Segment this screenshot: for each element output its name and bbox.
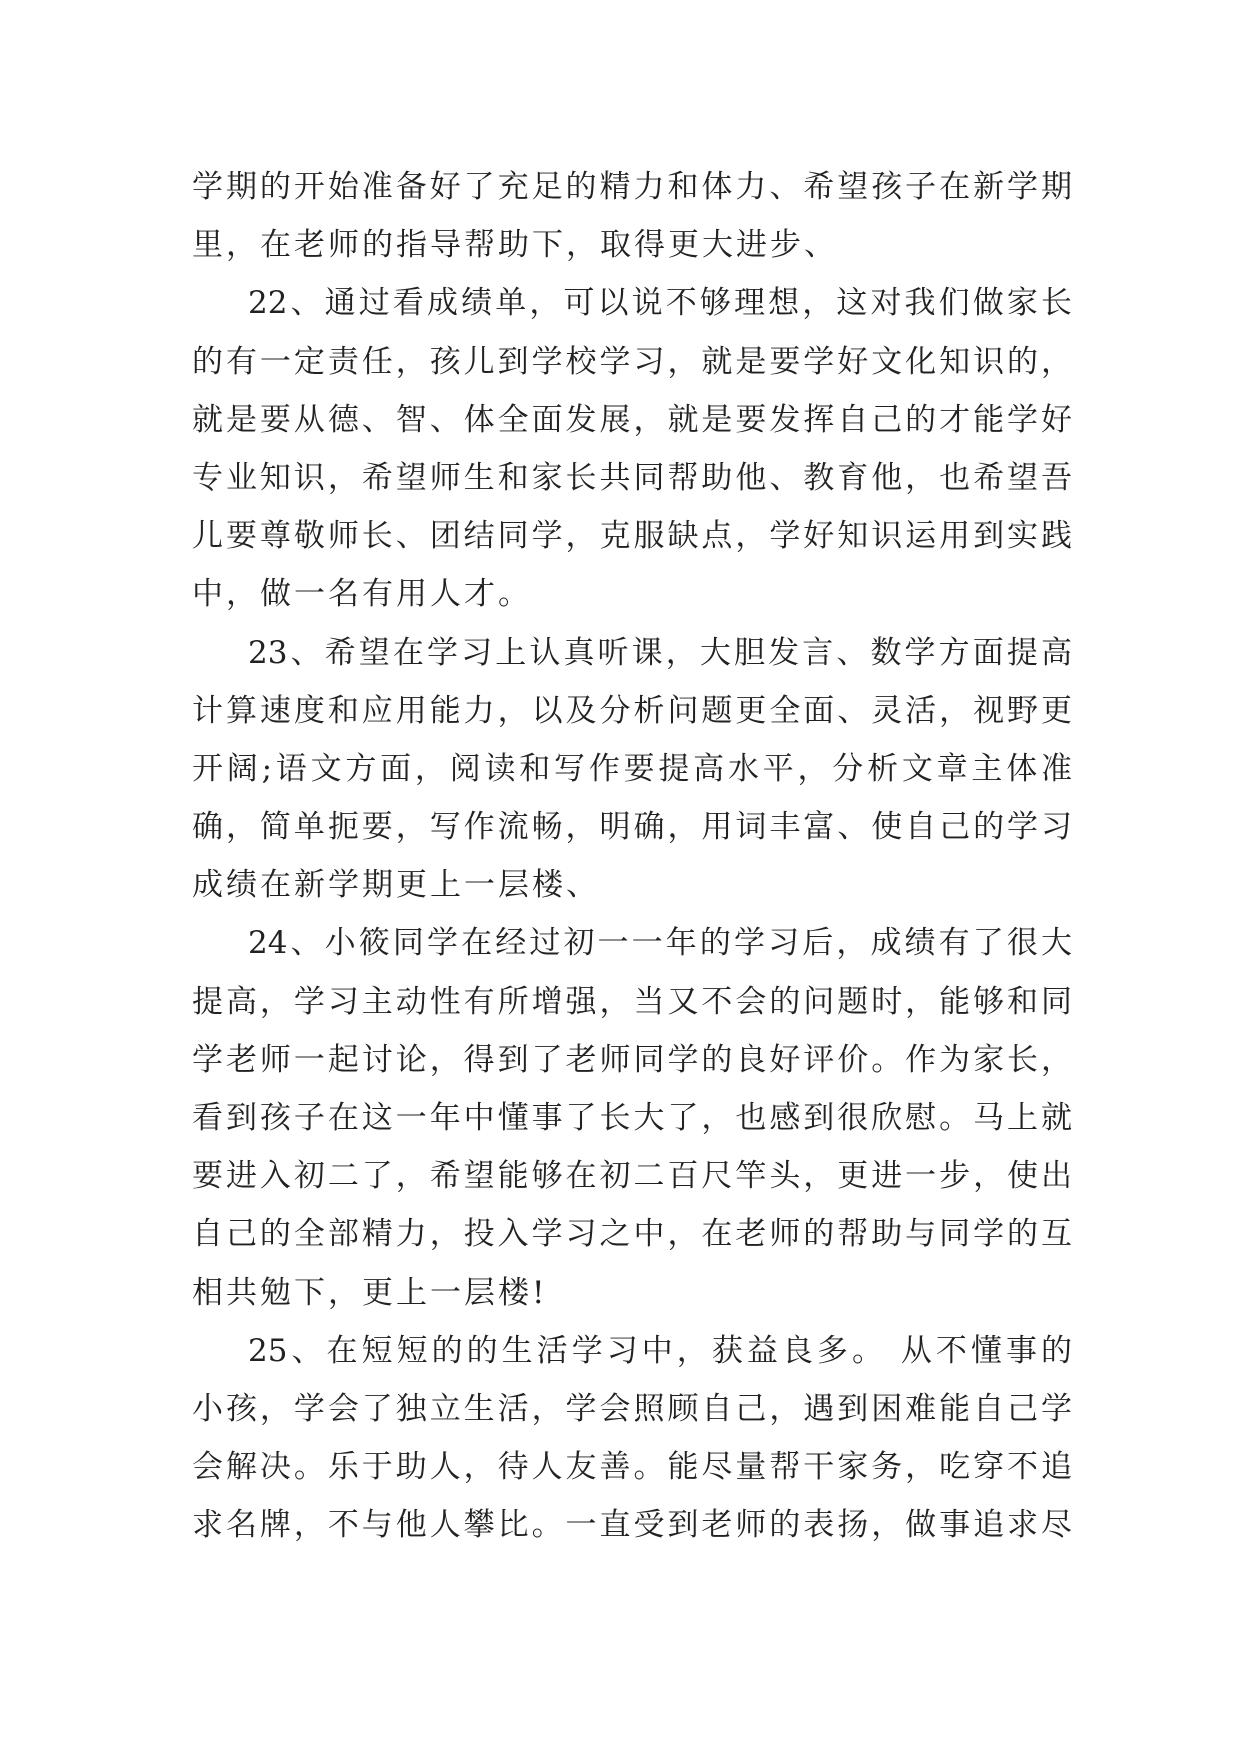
body-text	[192, 158, 1072, 1555]
paragraph-start-23: 23、希望在学习上认真听课，大胆发言、数学方面提高	[248, 634, 1072, 671]
text-line: 就是要从德、智、体全面发展，就是要发挥自己的才能学好	[192, 401, 1072, 438]
text-line: 专业知识，希望师生和家长共同帮助他、教育他，也希望吾	[192, 459, 1072, 496]
text-line: 学老师一起讨论，得到了老师同学的良好评价。作为家长，	[192, 1041, 1072, 1078]
text-line: 开阔;语文方面，阅读和写作要提高水平，分析文章主体准	[192, 750, 1072, 787]
text-line: 要进入初二了，希望能够在初二百尺竿头，更进一步，使出	[192, 1158, 1072, 1195]
text-line: 儿要尊敬师长、团结同学，克服缺点，学好知识运用到实践	[192, 518, 1072, 555]
text-line: 自己的全部精力，投入学习之中，在老师的帮助与同学的互	[192, 1216, 1072, 1253]
text-line: 相共勉下，更上一层楼!	[192, 1274, 548, 1311]
text-line: 的有一定责任，孩儿到学校学习，就是要学好文化知识的，	[192, 343, 1072, 380]
text-line: 计算速度和应用能力，以及分析问题更全面、灵活，视野更	[192, 692, 1072, 729]
text-line: 会解决。乐于助人，待人友善。能尽量帮干家务，吃穿不追	[192, 1449, 1072, 1486]
paragraph-start-25: 25、在短短的的生活学习中，获益良多。 从不懂事的	[248, 1332, 1072, 1369]
text-line: 中，做一名有用人才。	[192, 576, 532, 613]
text-line: 求名牌，不与他人攀比。一直受到老师的表扬，做事追求尽	[192, 1507, 1072, 1544]
text-line: 看到孩子在这一年中懂事了长大了，也感到很欣慰。马上就	[192, 1100, 1072, 1136]
paragraph-start-22: 22、通过看成绩单，可以说不够理想，这对我们做家长	[248, 285, 1072, 322]
text-line: 成绩在新学期更上一层楼、	[192, 867, 600, 904]
text-line: 里，在老师的指导帮助下，取得更大进步、	[192, 227, 838, 264]
text-line: 提高，学习主动性有所增强，当又不会的问题时，能够和同	[192, 983, 1072, 1020]
text-line: 确，简单扼要，写作流畅，明确，用词丰富、使自己的学习	[192, 809, 1072, 846]
paragraph-start-24: 24、小筱同学在经过初一一年的学习后，成绩有了很大	[248, 925, 1072, 962]
text-line: 学期的开始准备好了充足的精力和体力、希望孩子在新学期	[192, 169, 1072, 205]
text-line: 小孩，学会了独立生活，学会照顾自己，遇到困难能自己学	[192, 1390, 1072, 1427]
